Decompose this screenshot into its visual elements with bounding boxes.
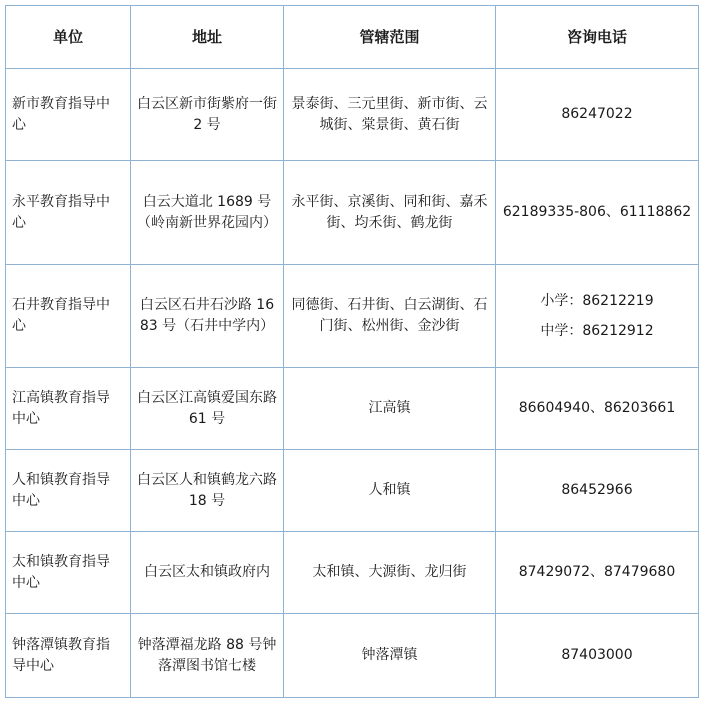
table-header-row xyxy=(6,6,699,69)
cell-unit: 新市教育指导中心 xyxy=(6,69,131,161)
table-row xyxy=(6,450,699,532)
cell-unit: 太和镇教育指导中心 xyxy=(6,532,131,614)
header-jurisdiction: 管辖范围 xyxy=(284,6,496,69)
table-row xyxy=(6,368,699,450)
cell-address: 白云区江高镇爱国东路 61 号 xyxy=(131,368,284,450)
cell-address: 钟落潭福龙路 88 号钟落潭图书馆七楼 xyxy=(131,614,284,698)
table-body xyxy=(6,69,699,698)
table-row xyxy=(6,69,699,161)
cell-phone xyxy=(496,69,699,161)
phone-number: 86604940、86203661 xyxy=(518,400,676,416)
phone-number: 87429072、87479680 xyxy=(518,564,676,580)
cell-unit: 江高镇教育指导中心 xyxy=(6,368,131,450)
cell-address: 白云区新市街紫府一街 2 号 xyxy=(131,69,284,161)
cell-unit: 人和镇教育指导中心 xyxy=(6,450,131,532)
cell-phone xyxy=(496,368,699,450)
cell-jurisdiction: 江高镇 xyxy=(284,368,496,450)
cell-jurisdiction: 人和镇 xyxy=(284,450,496,532)
cell-address: 白云区太和镇政府内 xyxy=(131,532,284,614)
phone-number: 小学：86212219 xyxy=(540,292,654,309)
table-row xyxy=(6,614,699,698)
cell-address: 白云大道北 1689 号（岭南新世界花园内） xyxy=(131,161,284,265)
cell-phone xyxy=(496,161,699,265)
phone-number: 86452966 xyxy=(561,482,633,498)
cell-phone xyxy=(496,450,699,532)
header-unit: 单位 xyxy=(6,6,131,69)
table-row xyxy=(6,532,699,614)
cell-unit: 钟落潭镇教育指导中心 xyxy=(6,614,131,698)
cell-address: 白云区石井石沙路 1683 号（石井中学内） xyxy=(131,265,284,368)
phone-number: 中学：86212912 xyxy=(540,322,654,339)
cell-unit: 永平教育指导中心 xyxy=(6,161,131,265)
table-row xyxy=(6,265,699,368)
cell-phone xyxy=(496,532,699,614)
header-phone: 咨询电话 xyxy=(496,6,699,69)
cell-jurisdiction: 景泰街、三元里街、新市街、云城街、棠景街、黄石街 xyxy=(284,69,496,161)
cell-unit: 石井教育指导中心 xyxy=(6,265,131,368)
cell-jurisdiction: 太和镇、大源街、龙归街 xyxy=(284,532,496,614)
cell-jurisdiction: 钟落潭镇 xyxy=(284,614,496,698)
phone-number: 86247022 xyxy=(561,106,633,122)
header-address: 地址 xyxy=(131,6,284,69)
cell-phone xyxy=(496,265,699,368)
cell-address: 白云区人和镇鹤龙六路 18 号 xyxy=(131,450,284,532)
table-wrapper xyxy=(5,5,699,698)
cell-phone xyxy=(496,614,699,698)
table-row xyxy=(6,161,699,265)
education-centers-table xyxy=(5,5,699,698)
cell-jurisdiction: 永平街、京溪街、同和街、嘉禾街、均禾街、鹤龙街 xyxy=(284,161,496,265)
phone-number: 87403000 xyxy=(561,647,633,663)
cell-jurisdiction: 同德街、石井街、白云湖街、石门街、松州街、金沙街 xyxy=(284,265,496,368)
phone-number: 62189335-806、61118862 xyxy=(502,204,692,220)
